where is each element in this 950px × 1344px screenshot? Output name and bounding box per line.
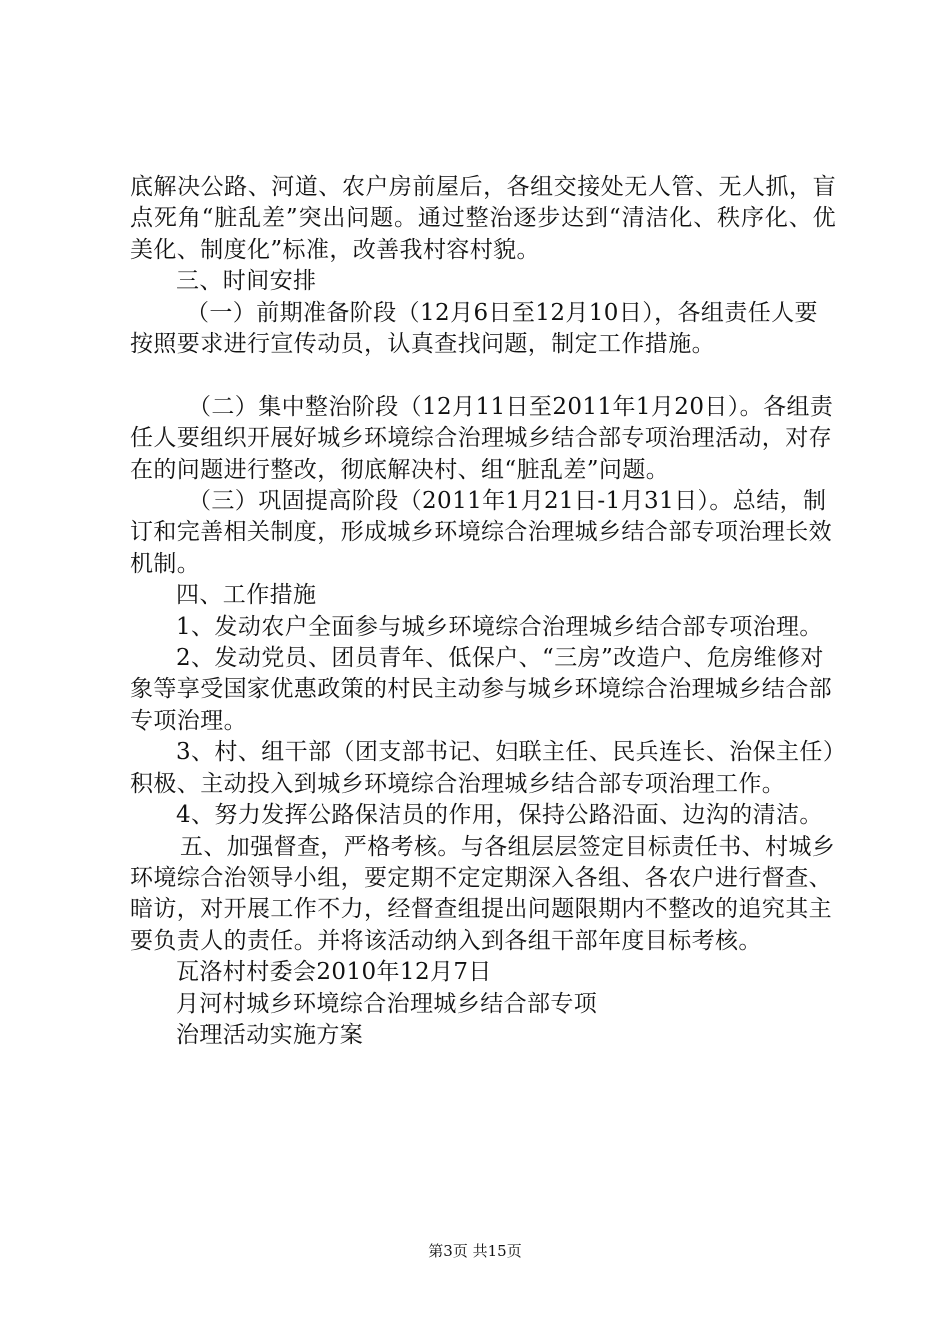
- paragraph-supervision: 五、加强督查，严格考核。与各组层层签定目标责任书、村城乡环境综合治领导小组，要定期不定定期深入各组、各农户进行督查、暗访，对开展工作不力，经督查组提出问题限期内不整改的追究其主要负责人的责任。并将该活动纳入到各组干部年度目标考核。: [130, 833, 836, 954]
- paragraph-phase-3: （三）巩固提高阶段（2011年1月21日-1月31日）。总结，制订和完善相关制度，形成城乡环境综合治理城乡结合部专项治理长效机制。: [130, 488, 832, 577]
- title-line-1: 月河村城乡环境综合治理城乡结合部专项: [176, 990, 598, 1017]
- document-body: [130, 172, 836, 1051]
- measure-item-3: 3、村、组干部（团支部书记、妇联主任、民兵连长、治保主任）积极、主动投入到城乡环境综合治理城乡结合部专项治理工作。: [130, 739, 835, 797]
- title-line-2: 治理活动实施方案: [176, 1021, 364, 1048]
- paragraph-phase-2: （二）集中整治阶段（12月11日至2011年1月20日）。各组责任人要组织开展好城乡环境综合治理城乡结合部专项治理活动，对存在的问题进行整改，彻底解决村、组“脏乱差”问题。: [130, 393, 834, 483]
- paragraph-continuation: 底解决公路、河道、农户房前屋后，各组交接处无人管、无人抓，盲点死角“脏乱差”突出问题。通过整治逐步达到“清洁化、秩序化、优美化、制度化”标准，改善我村容村貌。: [130, 174, 836, 263]
- paragraph-phase-1: （一）前期准备阶段（12月6日至12月10日），各组责任人要按照要求进行宣传动员，认真查找问题，制定工作措施。: [130, 299, 818, 358]
- measure-item-4: 4、努力发挥公路保洁员的作用，保持公路沿面、边沟的清洁。: [176, 802, 823, 829]
- section-heading-schedule: 三、时间安排: [176, 268, 317, 295]
- measure-item-1: 1、发动农户全面参与城乡环境综合治理城乡结合部专项治理。: [176, 613, 823, 640]
- section-heading-measures: 四、工作措施: [176, 582, 317, 609]
- signature-line: 瓦洛村村委会2010年12月7日: [176, 959, 492, 986]
- blank-line: [130, 360, 836, 391]
- page-footer: 第3页 共15页: [428, 1242, 522, 1260]
- measure-item-2: 2、发动党员、团员青年、低保户、“三房”改造户、危房维修对象等享受国家优惠政策的村民主动参与城乡环境综合治理城乡结合部专项治理。: [130, 645, 832, 734]
